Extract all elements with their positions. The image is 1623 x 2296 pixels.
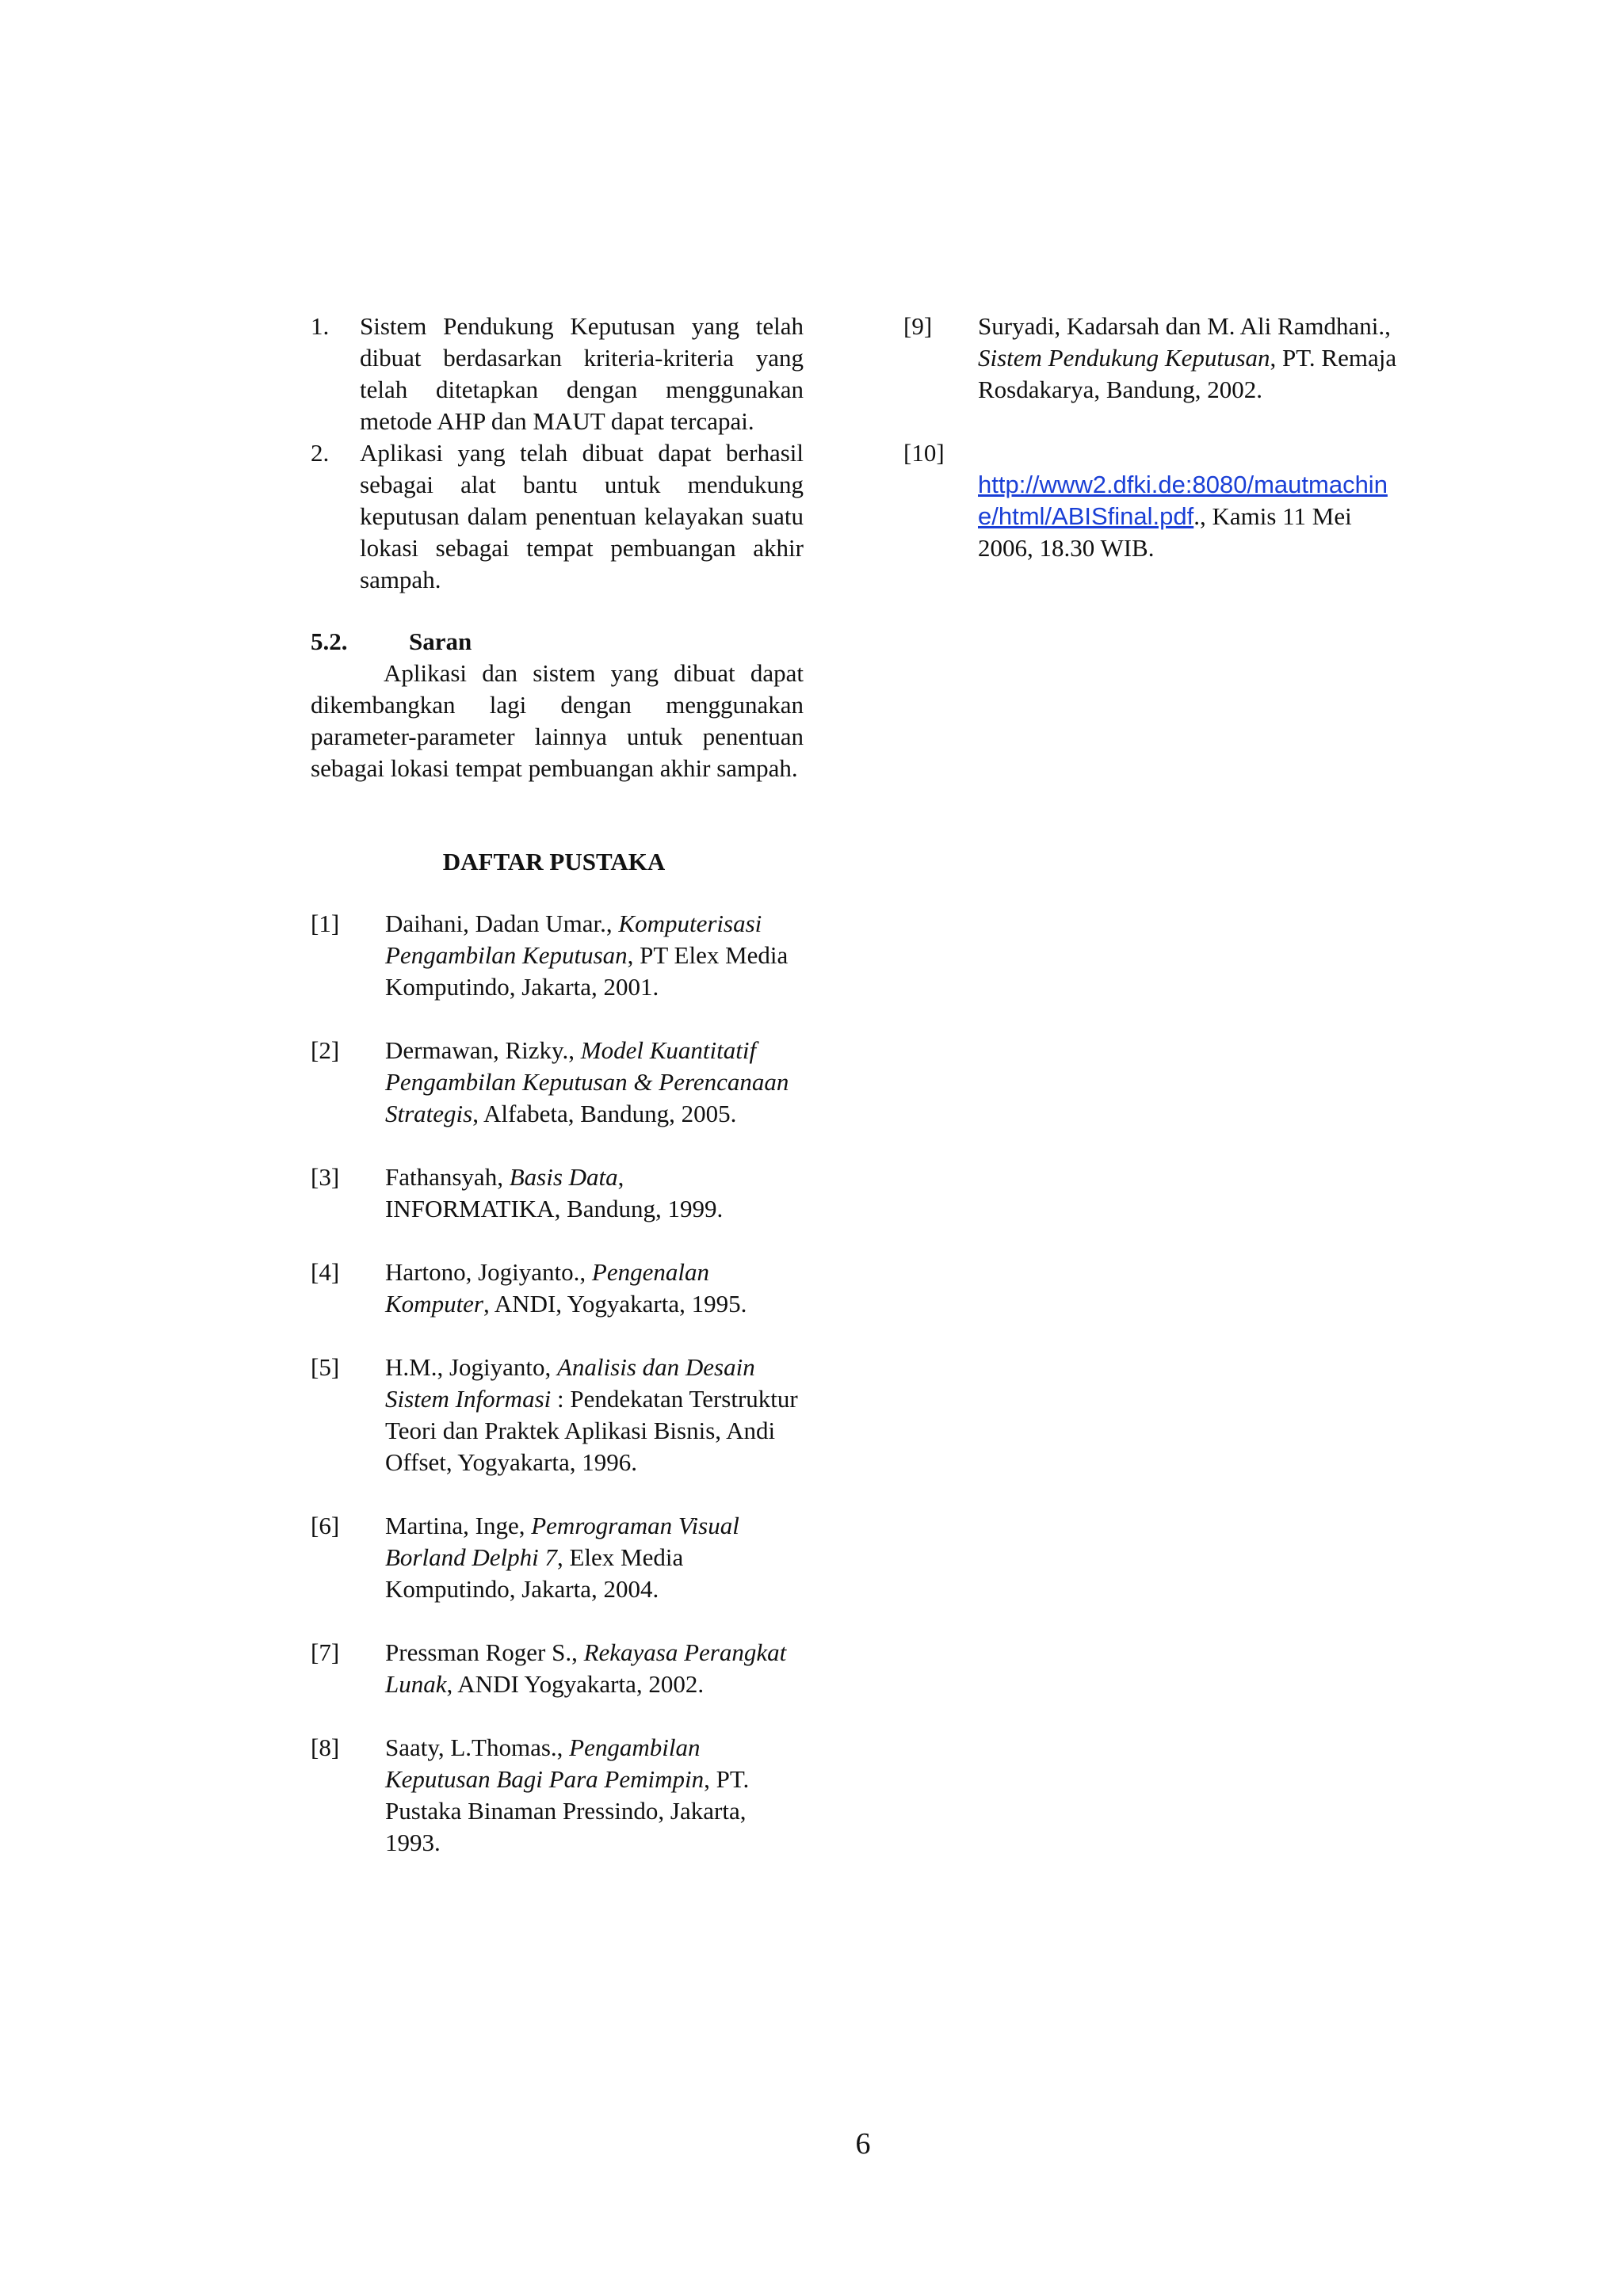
reference-publisher: , PT. Remaja Rosdakarya, Bandung, 2002. — [978, 344, 1397, 403]
reference-publisher: , ANDI, Yogyakarta, 1995. — [483, 1290, 747, 1318]
list-item-text: Aplikasi yang telah dibuat dapat berhasil sebagai alat bantu untuk mendukung keputusan dalam penentuan kelayakan suatu lokasi sebagai tempat pembuangan akhir sampah. — [360, 439, 804, 593]
reference-publisher: , INFORMATIKA, Bandung, 1999. — [385, 1163, 724, 1222]
reference-author: Hartono, Jogiyanto., — [385, 1258, 592, 1286]
reference-author: H.M., Jogiyanto, — [385, 1353, 557, 1381]
reference-item — [311, 1035, 804, 1130]
reference-author: Fathansyah, — [385, 1163, 510, 1191]
section-number: 5.2. — [311, 627, 348, 655]
reference-item — [311, 908, 804, 1003]
reference-title: Pengenalan Komputer — [385, 1258, 709, 1318]
reference-key: [9] — [903, 312, 933, 340]
reference-publisher: , Elex Media Komputindo, Jakarta, 2004. — [385, 1543, 684, 1603]
reference-item — [311, 1637, 804, 1700]
reference-author: Dermawan, Rizky., — [385, 1036, 581, 1064]
saran-paragraph: Aplikasi dan sistem yang dibuat dapat dikembangkan lagi dengan menggunakan parameter-parameter lainnya untuk penentuan sebagai lokasi tempat pembuangan akhir sampah. — [311, 659, 804, 782]
reference-publisher: : Pendekatan Terstruktur Teori dan Praktek Aplikasi Bisnis, Andi Offset, Yogyakarta, 1996. — [385, 1385, 798, 1476]
section-title: Saran — [409, 627, 472, 655]
list-item-text: Sistem Pendukung Keputusan yang telah dibuat berdasarkan kriteria-kriteria yang telah ditetapkan dengan menggunakan metode AHP dan MAUT dapat tercapai. — [360, 312, 804, 435]
reference-title: Pemrograman Visual Borland Delphi 7 — [385, 1512, 739, 1571]
bibliography-title: DAFTAR PUSTAKA — [442, 848, 666, 875]
left-column — [311, 311, 804, 1890]
reference-author: Pressman Roger S., — [385, 1638, 584, 1666]
reference-author: Suryadi, Kadarsah dan M. Ali Ramdhani., — [978, 312, 1391, 340]
reference-title: Rekayasa Perangkat Lunak — [385, 1638, 787, 1698]
reference-item — [311, 1161, 804, 1225]
reference-title: Sistem Pendukung Keputusan — [978, 344, 1270, 372]
list-item — [311, 437, 804, 596]
reference-item-url — [903, 437, 1407, 564]
right-column — [903, 311, 1407, 596]
reference-author: Martina, Inge, — [385, 1512, 532, 1539]
reference-publisher: , PT. Pustaka Binaman Pressindo, Jakarta, 1993. — [385, 1765, 750, 1856]
reference-title: Pengambilan Keputusan Bagi Para Pemimpin — [385, 1733, 705, 1793]
reference-key: [8] — [311, 1733, 340, 1761]
reference-key: [5] — [311, 1353, 340, 1381]
reference-item — [903, 311, 1407, 406]
reference-item — [311, 1510, 804, 1605]
reference-author: Saaty, L.Thomas., — [385, 1733, 570, 1761]
reference-title: Basis Data — [509, 1163, 618, 1191]
reference-publisher: , ANDI Yogyakarta, 2002. — [446, 1670, 705, 1698]
reference-key: [7] — [311, 1638, 340, 1666]
reference-item — [311, 1257, 804, 1320]
reference-key: [3] — [311, 1163, 340, 1191]
reference-key: [10] — [903, 439, 945, 467]
reference-key: [4] — [311, 1258, 340, 1286]
reference-title: Komputerisasi Pengambilan Keputusan — [385, 910, 762, 969]
reference-key: [6] — [311, 1512, 340, 1539]
conclusion-list — [311, 311, 804, 596]
reference-access-date: ., Kamis 11 Mei 2006, 18.30 WIB. — [978, 502, 1352, 562]
list-marker: 1. — [311, 312, 330, 340]
reference-publisher: , PT Elex Media Komputindo, Jakarta, 2001. — [385, 941, 789, 1001]
reference-link[interactable]: http://www2.dfki.de:8080/mautmachine/html/ABISfinal.pdf — [978, 471, 1388, 530]
reference-title: Analisis dan Desain Sistem Informasi — [385, 1353, 755, 1413]
reference-author: Daihani, Dadan Umar., — [385, 910, 619, 937]
reference-key: [2] — [311, 1036, 340, 1064]
reference-publisher: , Alfabeta, Bandung, 2005. — [472, 1100, 737, 1127]
reference-list — [311, 908, 804, 1859]
list-item — [311, 311, 804, 437]
reference-title: Model Kuantitatif Pengambilan Keputusan & Perencanaan Strategis — [385, 1036, 789, 1127]
reference-item — [311, 1732, 804, 1859]
section-heading-saran — [311, 626, 804, 658]
reference-item — [311, 1352, 804, 1478]
page-number: 6 — [855, 2127, 871, 2161]
reference-key: [1] — [311, 910, 340, 937]
list-marker: 2. — [311, 439, 330, 467]
